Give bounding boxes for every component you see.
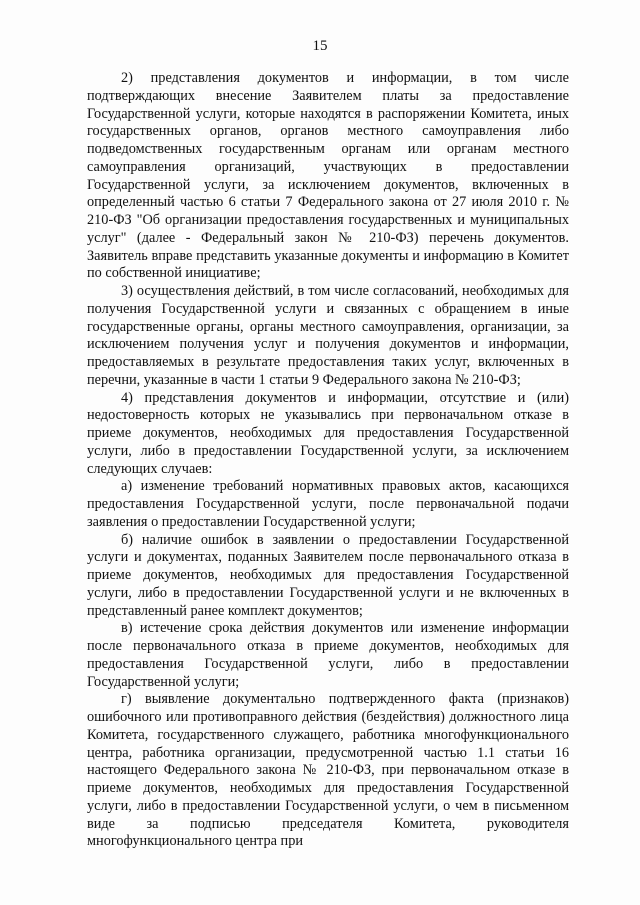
paragraph-item-3: 3) осуществления действий, в том числе согласований, необходимых для получения Государственной услуги и связанных с обращением в иные государственные органы, органы местного самоуправления, организации, за исключением получения услуг и получения документов и информации, предоставляемых в результате предоставления таких услуг, включенных в перечни, указанные в части 1 статьи 9 Федерального закона № 210-ФЗ;: [87, 283, 569, 388]
paragraph-item-4: 4) представления документов и информации, отсутствие и (или) недостоверность которых не указывались при первоначальном отказе в приеме документов, необходимых для предоставления Государственной услуги, либо в предоставлении Государственной услуги, за исключением следующих случаев:: [87, 389, 569, 477]
subparagraph-v: в) истечение срока действия документов или изменение информации после первоначального отказа в приеме документов, необходимых для предоставления Государственной услуги, либо в предоставлении Государственной услуги;: [87, 620, 569, 690]
subparagraph-b: б) наличие ошибок в заявлении о предоставлении Государственной услуги и документах, поданных Заявителем после первоначального отказа в приеме документов, необходимых для предоставления Государственной услуги, либо в предоставлении Государственной услуги и не включенных в представленный ранее комплект документов;: [87, 531, 569, 619]
paragraph-item-2: 2) представления документов и информации, в том числе подтверждающих внесение Заявителем платы за предоставление Государственной услуги, которые находятся в распоряжении Комитета, иных государственных органов, органов местного самоуправления либо подведомственных государственным органам или органам местного самоуправления организаций, участвующих в предоставлении Государственной услуги, за исключением документов, включенных в определенный частью 6 статьи 7 Федерального закона от 27 июля 2010 г. № 210-ФЗ "Об организации предоставления государственных и муниципальных услуг" (далее - Федеральный закон № 210-ФЗ) перечень документов. Заявитель вправе представить указанные документы и информацию в Комитет по собственной инициативе;: [87, 70, 569, 282]
subparagraph-g: г) выявление документально подтвержденного факта (признаков) ошибочного или противоправного действия (бездействия) должностного лица Комитета, государственного служащего, работника многофункционального центра, работника организации, предусмотренной частью 1.1 статьи 16 настоящего Федерального закона № 210-ФЗ, при первоначальном отказе в приеме документов, необходимых для предоставления Государственной услуги, либо в предоставлении Государственной услуги, о чем в письменном виде за подписью председателя Комитета, руководителя многофункционального центра при: [87, 691, 569, 850]
page-number: 15: [312, 38, 328, 54]
subparagraph-a: а) изменение требований нормативных правовых актов, касающихся предоставления Государственной услуги, после первоначальной подачи заявления о предоставлении Государственной услуги;: [87, 478, 569, 530]
document-body: [87, 70, 569, 851]
